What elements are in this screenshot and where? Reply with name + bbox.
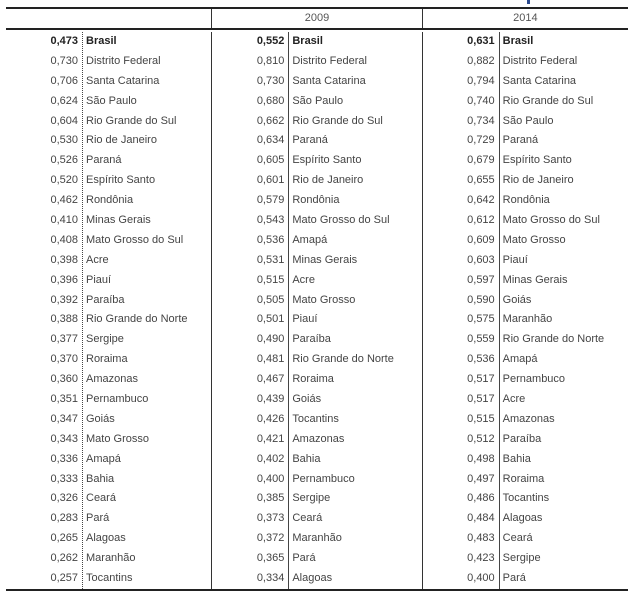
- state-name: Distrito Federal: [502, 54, 578, 67]
- table-header: [6, 9, 628, 30]
- table-row: [423, 151, 628, 171]
- table-row: [6, 549, 211, 569]
- table-row: [423, 171, 628, 191]
- total-row: [6, 32, 211, 52]
- table-row: [212, 92, 421, 112]
- index-value: 0,398: [50, 253, 78, 266]
- table-row: [6, 112, 211, 132]
- index-value: 0,740: [467, 94, 495, 107]
- state-name: Paraíba: [86, 293, 125, 306]
- state-name: Paraná: [86, 154, 122, 167]
- table-row: [6, 489, 211, 509]
- index-value: 0,612: [467, 214, 495, 227]
- state-name: Alagoas: [292, 572, 333, 585]
- index-value: 0,498: [467, 452, 495, 465]
- table-row: [212, 72, 421, 92]
- state-name: Santa Catarina: [86, 74, 160, 87]
- table-row: [212, 330, 421, 350]
- table-row: [6, 211, 211, 231]
- index-value: 0,462: [50, 194, 78, 207]
- table-row: [212, 430, 421, 450]
- table-row: [212, 112, 421, 132]
- index-value: 0,810: [256, 54, 285, 67]
- index-value: 0,706: [50, 74, 78, 87]
- state-name: Piauí: [502, 253, 528, 266]
- table-row: [212, 390, 421, 410]
- state-name: Tocantins: [86, 572, 133, 585]
- index-value: 0,484: [467, 512, 495, 525]
- header-col-1: [6, 9, 211, 28]
- state-name: Sergipe: [292, 492, 331, 505]
- table-row: [6, 271, 211, 291]
- state-name: Amazonas: [292, 432, 345, 445]
- table-row: [423, 231, 628, 251]
- state-name: Rio de Janeiro: [502, 174, 574, 187]
- state-name: Ceará: [86, 492, 116, 505]
- table-row: [212, 370, 421, 390]
- total-row: [423, 32, 628, 52]
- state-name: Distrito Federal: [292, 54, 367, 67]
- index-value: 0,634: [256, 134, 285, 147]
- index-value: 0,372: [256, 532, 285, 545]
- state-name: Ceará: [292, 512, 323, 525]
- state-name: Paraná: [292, 134, 328, 147]
- index-value: 0,624: [50, 94, 78, 107]
- table-row: [423, 251, 628, 271]
- state-name: Brasil: [86, 35, 117, 47]
- state-name: Pernambuco: [502, 373, 566, 386]
- index-value: 0,334: [256, 572, 285, 585]
- table-row: [423, 549, 628, 569]
- table-row: [212, 310, 421, 330]
- state-name: Rio Grande do Norte: [502, 333, 605, 346]
- column-group-2009: [211, 32, 421, 589]
- state-name: Amazonas: [86, 373, 138, 386]
- index-value: 0,481: [256, 353, 285, 366]
- table-row: [423, 131, 628, 151]
- decorative-mark: [527, 0, 530, 4]
- column-divider: [288, 32, 289, 589]
- table-row: [212, 191, 421, 211]
- table-row: [6, 171, 211, 191]
- state-name: Maranhão: [86, 552, 136, 565]
- table-row: [212, 350, 421, 370]
- state-name: Espírito Santo: [86, 174, 156, 187]
- index-value: 0,490: [256, 333, 285, 346]
- table-row: [6, 450, 211, 470]
- state-name: Pernambuco: [292, 472, 355, 485]
- table-row: [212, 231, 421, 251]
- state-name: Mato Grosso do Sul: [502, 214, 600, 227]
- index-value: 0,343: [50, 432, 78, 445]
- state-name: Minas Gerais: [502, 273, 568, 286]
- table-row: [212, 251, 421, 271]
- table-row: [212, 489, 421, 509]
- index-value: 0,421: [256, 432, 285, 445]
- index-value: 0,257: [50, 572, 78, 585]
- index-value: 0,336: [50, 452, 78, 465]
- index-value: 0,604: [50, 114, 78, 127]
- state-name: Sergipe: [502, 552, 541, 565]
- index-value: 0,505: [256, 293, 285, 306]
- state-name: Minas Gerais: [292, 253, 358, 266]
- table-row: [212, 52, 421, 72]
- table-row: [6, 151, 211, 171]
- state-name: Acre: [502, 393, 526, 406]
- state-name: Bahia: [86, 472, 115, 485]
- index-value: 0,680: [256, 94, 285, 107]
- index-value: 0,515: [256, 273, 285, 286]
- index-value: 0,426: [256, 412, 285, 425]
- index-value: 0,439: [256, 393, 285, 406]
- index-value: 0,536: [467, 353, 495, 366]
- column-divider: [82, 32, 83, 589]
- index-value: 0,501: [256, 313, 285, 326]
- table-row: [423, 509, 628, 529]
- index-value: 0,679: [467, 154, 495, 167]
- state-name: Amapá: [502, 353, 538, 366]
- index-value: 0,423: [467, 552, 495, 565]
- index-value: 0,526: [50, 154, 78, 167]
- index-value: 0,486: [467, 492, 495, 505]
- index-value: 0,373: [256, 512, 285, 525]
- state-name: Mato Grosso do Sul: [292, 214, 390, 227]
- table-row: [423, 191, 628, 211]
- table-row: [423, 92, 628, 112]
- state-name: Roraima: [292, 373, 334, 386]
- state-name: Rondônia: [86, 194, 134, 207]
- table-row: [6, 410, 211, 430]
- index-value: 0,655: [467, 174, 495, 187]
- table-row: [6, 370, 211, 390]
- state-name: Sergipe: [86, 333, 124, 346]
- state-name: Tocantins: [502, 492, 550, 505]
- state-name: Maranhão: [502, 313, 553, 326]
- table-row: [212, 450, 421, 470]
- state-name: Paraíba: [292, 333, 331, 346]
- state-name: Rio Grande do Sul: [86, 114, 177, 127]
- state-name: Mato Grosso: [502, 233, 566, 246]
- index-value: 0,326: [50, 492, 78, 505]
- state-name: Goiás: [86, 412, 115, 425]
- state-name: Alagoas: [502, 512, 543, 525]
- state-name: Rio de Janeiro: [292, 174, 364, 187]
- index-value: 0,517: [467, 373, 495, 386]
- index-value: 0,631: [467, 35, 495, 47]
- table-row: [423, 450, 628, 470]
- state-name: Acre: [86, 253, 109, 266]
- index-value: 0,543: [256, 214, 285, 227]
- index-value: 0,392: [50, 293, 78, 306]
- state-name: Ceará: [502, 532, 533, 545]
- index-value: 0,536: [256, 233, 285, 246]
- table-row: [212, 569, 421, 589]
- state-name: Brasil: [502, 35, 534, 47]
- state-name: Distrito Federal: [86, 54, 161, 67]
- table-row: [423, 410, 628, 430]
- state-name: Piauí: [86, 273, 112, 286]
- state-name: Pernambuco: [86, 393, 149, 406]
- state-name: Bahia: [502, 452, 531, 465]
- index-value: 0,605: [256, 154, 285, 167]
- table-row: [6, 330, 211, 350]
- index-value: 0,262: [50, 552, 78, 565]
- index-value: 0,730: [50, 54, 78, 67]
- state-name: São Paulo: [86, 94, 137, 107]
- index-value: 0,377: [50, 333, 78, 346]
- state-name: Paraná: [502, 134, 539, 147]
- index-value: 0,512: [467, 432, 495, 445]
- index-value: 0,365: [256, 552, 285, 565]
- table-row: [6, 131, 211, 151]
- state-name: Santa Catarina: [292, 74, 366, 87]
- index-value: 0,597: [467, 273, 495, 286]
- table-row: [6, 72, 211, 92]
- table-row: [212, 151, 421, 171]
- index-value: 0,408: [50, 233, 78, 246]
- state-name: Roraima: [502, 472, 545, 485]
- table-row: [212, 549, 421, 569]
- table-row: [423, 112, 628, 132]
- table-body: [6, 30, 628, 589]
- index-value: 0,265: [50, 532, 78, 545]
- index-value: 0,396: [50, 273, 78, 286]
- table-row: [6, 231, 211, 251]
- table-row: [212, 171, 421, 191]
- state-name: Mato Grosso do Sul: [86, 233, 184, 246]
- index-value: 0,370: [50, 353, 78, 366]
- index-value: 0,402: [256, 452, 285, 465]
- index-value: 0,601: [256, 174, 285, 187]
- state-name: Amapá: [292, 233, 328, 246]
- header-col-2014: 2014: [422, 9, 628, 28]
- table-row: [212, 211, 421, 231]
- index-value: 0,642: [467, 194, 495, 207]
- column-divider: [499, 32, 500, 589]
- index-value: 0,579: [256, 194, 285, 207]
- index-value: 0,575: [467, 313, 495, 326]
- state-name: Pará: [86, 512, 110, 525]
- state-name: Mato Grosso: [86, 432, 149, 445]
- index-value: 0,530: [50, 134, 78, 147]
- state-name: Pará: [502, 572, 526, 585]
- index-value: 0,559: [467, 333, 495, 346]
- table-row: [423, 211, 628, 231]
- index-value: 0,400: [256, 472, 285, 485]
- table-row: [423, 529, 628, 549]
- table-row: [6, 291, 211, 311]
- index-value: 0,483: [467, 532, 495, 545]
- table-row: [423, 569, 628, 589]
- table-row: [6, 430, 211, 450]
- table-row: [423, 271, 628, 291]
- state-name: Rio Grande do Sul: [502, 94, 594, 107]
- table-row: [6, 509, 211, 529]
- state-name: Pará: [292, 552, 316, 565]
- table-row: [423, 310, 628, 330]
- index-value: 0,734: [467, 114, 495, 127]
- index-value: 0,603: [467, 253, 495, 266]
- index-value: 0,385: [256, 492, 285, 505]
- table-row: [212, 509, 421, 529]
- table-row: [423, 291, 628, 311]
- state-name: Goiás: [502, 293, 532, 306]
- index-value: 0,609: [467, 233, 495, 246]
- index-value: 0,590: [467, 293, 495, 306]
- state-name: Amazonas: [502, 412, 555, 425]
- table-row: [423, 52, 628, 72]
- state-name: Espírito Santo: [502, 154, 572, 167]
- table-row: [212, 529, 421, 549]
- state-name: Maranhão: [292, 532, 342, 545]
- state-name: Amapá: [86, 452, 121, 465]
- table-row: [6, 52, 211, 72]
- table-row: [6, 310, 211, 330]
- state-name: Acre: [292, 273, 315, 286]
- table-row: [6, 191, 211, 211]
- table-row: [6, 390, 211, 410]
- index-value: 0,388: [50, 313, 78, 326]
- table-row: [6, 470, 211, 490]
- index-value: 0,729: [467, 134, 495, 147]
- table-row: [6, 529, 211, 549]
- state-name: Brasil: [292, 35, 323, 47]
- total-row: [212, 32, 421, 52]
- index-value: 0,473: [50, 35, 78, 47]
- column-group-2014: [422, 32, 628, 589]
- table-row: [6, 569, 211, 589]
- index-value: 0,552: [256, 35, 285, 47]
- state-name: São Paulo: [292, 94, 344, 107]
- table-row: [423, 350, 628, 370]
- table-row: [212, 131, 421, 151]
- state-name: Rio Grande do Sul: [292, 114, 383, 127]
- state-name: Santa Catarina: [502, 74, 577, 87]
- state-name: Espírito Santo: [292, 154, 362, 167]
- state-name: Bahia: [292, 452, 321, 465]
- index-value: 0,515: [467, 412, 495, 425]
- table-row: [212, 271, 421, 291]
- state-name: Rondônia: [292, 194, 340, 207]
- index-value: 0,662: [256, 114, 285, 127]
- header-col-2009: 2009: [211, 9, 421, 28]
- state-name: Alagoas: [86, 532, 126, 545]
- table-row: [423, 390, 628, 410]
- index-value: 0,400: [467, 572, 495, 585]
- index-value: 0,333: [50, 472, 78, 485]
- state-name: Roraima: [86, 353, 128, 366]
- state-name: Piauí: [292, 313, 318, 326]
- index-value: 0,882: [467, 54, 495, 67]
- state-name: Paraíba: [502, 432, 542, 445]
- index-value: 0,520: [50, 174, 78, 187]
- state-name: Goiás: [292, 393, 322, 406]
- state-name: Tocantins: [292, 412, 339, 425]
- index-value: 0,283: [50, 512, 78, 525]
- state-name: São Paulo: [502, 114, 554, 127]
- table-row: [423, 330, 628, 350]
- state-name: Rio de Janeiro: [86, 134, 157, 147]
- state-name: Rio Grande do Norte: [292, 353, 394, 366]
- index-value: 0,467: [256, 373, 285, 386]
- index-value: 0,497: [467, 472, 495, 485]
- table-row: [423, 470, 628, 490]
- index-value: 0,794: [467, 74, 495, 87]
- index-value: 0,351: [50, 393, 78, 406]
- state-name: Rondônia: [502, 194, 550, 207]
- index-value: 0,347: [50, 412, 78, 425]
- index-value: 0,360: [50, 373, 78, 386]
- table-row: [423, 72, 628, 92]
- index-value: 0,410: [50, 214, 78, 227]
- column-group-1: [6, 32, 211, 589]
- table-row: [6, 350, 211, 370]
- index-value: 0,517: [467, 393, 495, 406]
- state-name: Mato Grosso: [292, 293, 356, 306]
- table-row: [423, 370, 628, 390]
- table-row: [6, 251, 211, 271]
- table-row: [212, 410, 421, 430]
- table-row: [423, 430, 628, 450]
- index-value: 0,531: [256, 253, 285, 266]
- state-name: Rio Grande do Norte: [86, 313, 188, 326]
- table-row: [212, 291, 421, 311]
- table-row: [212, 470, 421, 490]
- state-name: Minas Gerais: [86, 214, 151, 227]
- index-value: 0,730: [256, 74, 285, 87]
- table-row: [6, 92, 211, 112]
- ranking-table: [6, 7, 628, 591]
- table-row: [423, 489, 628, 509]
